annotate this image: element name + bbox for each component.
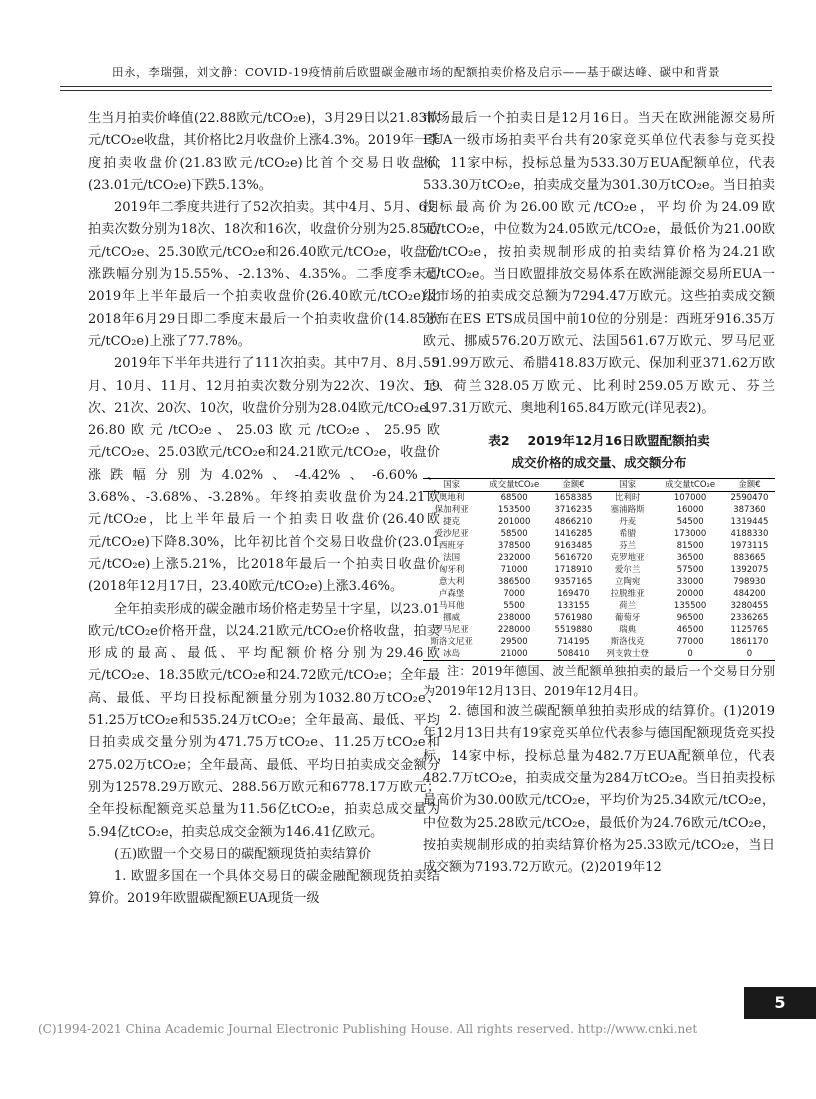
table-cell: 5616720 [554, 553, 593, 564]
table-cell: 西班牙 [438, 541, 465, 552]
table-row [423, 552, 775, 564]
table-cell: 瑞典 [619, 625, 637, 636]
table-cell: 5761980 [554, 613, 593, 624]
table-cell: 133155 [557, 601, 590, 612]
table-cell: 捷克 [443, 517, 461, 528]
table-cell: 173000 [673, 529, 707, 540]
table-cell: 20000 [676, 589, 704, 600]
table-cell: 96500 [676, 613, 704, 624]
table-cell: 斯洛伐克 [610, 637, 645, 648]
table-cell: 46500 [676, 625, 704, 636]
table-cell: 4866210 [554, 517, 593, 528]
table-row [423, 636, 775, 648]
paragraph: 2019年下半年共进行了111次拍卖。其中7月、8月、9月、10月、11月、12月拍卖次数分别为22次、19次、19次、21次、20次、10次，收盘价分别为28.04欧元/tCO₂e、26.80欧元/tCO₂e、25.03欧元/tCO₂e、25.95欧元/tCO₂e、25.03欧元/tCO₂e和24.21欧元/tCO₂e，收盘价涨跌幅分别为4.02%、-4.42%、-6.60%、3.68%、-3.68%、-3.28%。年终拍卖收盘价为24.21欧元/tCO₂e，比上半年最后一个拍卖日收盘价(26.40欧元/tCO₂e)下降8.30%，比年初比首个交易日收盘价(23.01元/tCO₂e)上涨5.21%，比2018年最后一个拍卖日收盘价(2018年12月17日，23.40欧元/tCO₂e)上涨3.46%。 [88, 356, 440, 595]
table-number: 表2 [488, 433, 510, 449]
table-row [423, 576, 775, 588]
table-cell: 16000 [676, 505, 704, 516]
table-cell: 5500 [503, 601, 525, 612]
table-cell: 386500 [497, 577, 531, 588]
paragraph: 2019年二季度共进行了52次拍卖。其中4月、5月、6月拍卖次数分别为18次、18次和16次，收盘价分别为25.85欧元/tCO₂e、25.30欧元/tCO₂e和26.40欧元/tCO₂e，收盘价涨跌幅分别为15.55%、-2.13%、4.35%。二季度季末即2019年上半年最后一个拍卖收盘价(26.40欧元/tCO₂e)比2018年6月29日即二季度末最后一个拍卖收盘价(14.85欧元/tCO₂e)上涨了77.78%。 [88, 200, 440, 349]
table-row [423, 504, 775, 516]
table-title [423, 430, 775, 474]
table-cell: 107000 [673, 493, 707, 504]
table-cell: 378500 [497, 541, 531, 552]
table-cell: 1416285 [554, 529, 593, 540]
table-cell: 68500 [500, 493, 528, 504]
table-cell: 201000 [497, 517, 531, 528]
table-row [423, 492, 775, 505]
table-title-line1: 2019年12月16日欧盟配额拍卖 [527, 433, 710, 449]
table-cell: 1658385 [554, 493, 593, 504]
table-cell: 9357165 [554, 577, 593, 588]
table-cell: 57500 [676, 565, 704, 576]
running-header: 田永，李瑞强，刘文静：COVID-19疫情前后欧盟碳金融市场的配额拍卖价格及启示——基于碳达峰、碳中和背景 [111, 65, 721, 79]
table-row [423, 540, 775, 552]
table-cell: 0 [746, 649, 753, 660]
column-header: 国家 [443, 480, 461, 491]
table-cell: 匈牙利 [438, 565, 465, 576]
table-cell: 1718910 [554, 565, 593, 576]
table-cell: 29500 [500, 637, 528, 648]
section-heading: (五)欧盟一个交易日的碳配额现货拍卖结算价 [114, 846, 372, 862]
table-cell: 169470 [557, 589, 590, 600]
table-cell: 232000 [497, 553, 531, 564]
table-row [423, 588, 775, 600]
table-cell: 斯洛文尼亚 [430, 637, 473, 648]
column-header: 国家 [619, 480, 637, 491]
table-cell: 葡萄牙 [614, 613, 641, 624]
table-cell: 罗马尼亚 [434, 625, 469, 636]
table-cell: 9163485 [554, 541, 593, 552]
table-cell: 1125765 [730, 625, 769, 636]
left-column [88, 108, 440, 911]
table-cell: 21000 [500, 649, 528, 660]
table-cell: 丹麦 [619, 517, 637, 528]
page-number: 5 [744, 987, 816, 1019]
data-table [423, 478, 775, 661]
table-cell: 54500 [676, 517, 704, 528]
table-cell: 塞浦路斯 [610, 505, 645, 516]
table-cell: 1319445 [730, 517, 769, 528]
right-column [423, 108, 775, 880]
table-cell: 意大利 [438, 577, 465, 588]
sub-heading: 1. 欧盟多国在一个具体交易日的碳金融配额现货拍卖结算价。2019年欧盟碳配额EUA现货一级 [88, 869, 440, 907]
table-cell: 238000 [497, 613, 531, 624]
table-cell: 714195 [557, 637, 590, 648]
table-cell: 3716235 [554, 505, 593, 516]
table-cell: 153500 [497, 505, 531, 516]
table-cell: 芬兰 [619, 541, 637, 552]
table-cell: 33000 [676, 577, 704, 588]
table-row [423, 516, 775, 528]
column-header: 金额€ [738, 480, 761, 491]
table-row [423, 600, 775, 612]
table-cell: 387360 [733, 505, 766, 516]
table-cell: 135500 [673, 601, 707, 612]
table-body [423, 492, 775, 661]
table-cell: 5519880 [554, 625, 593, 636]
table-cell: 奥地利 [438, 493, 465, 504]
table-cell: 36500 [676, 553, 704, 564]
table-note: 注：2019年德国、波兰配额单独拍卖的最后一个交易日分别为2019年12月13日、2019年12月4日。 [423, 664, 775, 699]
table-cell: 883665 [733, 553, 766, 564]
paragraph: 市场最后一个拍卖日是12月16日。当天在欧洲能源交易所EUA一级市场拍卖平台共有20家竞买单位代表参与竞买投标，11家中标，投标总量为533.30万EUA配额单位，代表533.30万tCO₂e，拍卖成交量为301.30万tCO₂e。当日拍卖投标最高价为26.00欧元/tCO₂e，平均价为24.09欧元/tCO₂e，中位数为24.05欧元/tCO₂e，最低价为21.00欧元/tCO₂e，按拍卖规制形成的拍卖结算价格为24.21欧元/tCO₂e。当日欧盟排放交易体系在欧洲能源交易所EUA一级市场的拍卖成交总额为7294.47万欧元。这些拍卖成交额分布在ES ETS成员国中前10位的分别是：西班牙916.35万欧元、挪威576.20万欧元、法国561.67万欧元、罗马尼亚551.99万欧元、希腊418.83万欧元、保加利亚371.62万欧元、荷兰328.05万欧元、比利时259.05万欧元、芬兰197.31万欧元、奥地利165.84万欧元(详见表2)。 [423, 111, 775, 416]
table-cell: 比利时 [614, 493, 641, 504]
table-cell: 7000 [503, 589, 525, 600]
table-row [423, 564, 775, 576]
table-cell: 拉脱维亚 [610, 589, 645, 600]
table-cell: 2336265 [730, 613, 769, 624]
table-row [423, 648, 775, 661]
header-rule-top [60, 86, 772, 87]
column-header: 成交量tCO₂e [489, 480, 540, 491]
table-cell: 77000 [676, 637, 704, 648]
table-cell: 爱尔兰 [614, 565, 641, 576]
table-cell: 爱沙尼亚 [434, 529, 469, 540]
table-cell: 保加利亚 [434, 505, 469, 516]
column-header: 金额€ [562, 480, 585, 491]
table-cell: 列支敦士登 [606, 649, 649, 660]
table-cell: 1973115 [730, 541, 769, 552]
table-cell: 3280455 [730, 601, 769, 612]
header-rule-bottom [60, 90, 772, 91]
table-cell: 冰岛 [443, 649, 461, 660]
paragraph: 2. 德国和波兰碳配额单独拍卖形成的结算价。(1)2019年12月13日共有19家竞买单位代表参与德国配额现货竞买投标，14家中标，投标总量为482.7万EUA配额单位，代表482.7万tCO₂e，拍卖成交量为284万tCO₂e。当日拍卖投标最高价为30.00欧元/tCO₂e，平均价为25.34欧元/tCO₂e，中位数为25.28欧元/tCO₂e，最低价为24.76欧元/tCO₂e，按拍卖规制形成的拍卖结算价格为25.33欧元/tCO₂e，当日成交额为7193.72万欧元。(2)2019年12 [423, 704, 775, 876]
table-row [423, 624, 775, 636]
table-cell: 228000 [497, 625, 531, 636]
table-cell: 1392075 [730, 565, 769, 576]
table-cell: 挪威 [443, 613, 461, 624]
table-cell: 立陶宛 [614, 577, 641, 588]
paragraph: 生当月拍卖价峰值(22.88欧元/tCO₂e)，3月29日以21.83欧元/tCO₂e收盘，其价格比2月收盘价上涨4.3%。2019年一季度拍卖收盘价(21.83欧元/tCO₂e)比首个交易日收盘价(23.01元/tCO₂e)下跌5.13%。 [88, 111, 440, 193]
table-cell: 法国 [443, 553, 461, 564]
table-header-row [423, 479, 775, 492]
table-cell: 0 [687, 649, 693, 660]
table-cell: 克罗地亚 [610, 553, 645, 564]
table-row [423, 528, 775, 540]
table-cell: 荷兰 [619, 601, 637, 612]
table-cell: 58500 [500, 529, 528, 540]
table-cell: 2590470 [730, 493, 769, 504]
table-cell: 1861170 [730, 637, 769, 648]
table-cell: 71000 [500, 565, 528, 576]
paragraph: 全年拍卖形成的碳金融市场价格走势呈十字星，以23.01欧元/tCO₂e价格开盘，以24.21欧元/tCO₂e价格收盘，拍卖形成的最高、最低、平均配额价格分别为29.46欧元/tCO₂e、18.35欧元/tCO₂e和24.72欧元/tCO₂e；全年最高、最低、平均日投标配额量分别为1032.80万tCO₂e、51.25万tCO₂e和535.24万tCO₂e；全年最高、最低、平均日拍卖成交量分别为471.75万tCO₂e、11.25万tCO₂e和275.02万tCO₂e；全年最高、最低、平均日拍卖成交金额分别为12578.29万欧元、288.56万欧元和6778.17万欧元；全年投标配额竞买总量为11.56亿tCO₂e，拍卖总成交量为5.94亿tCO₂e，拍卖总成交金额为146.41亿欧元。 [88, 601, 440, 840]
table-title-line2: 成交价格的成交量、成交额分布 [511, 455, 687, 471]
table-cell: 希腊 [619, 529, 637, 540]
copyright-footer: (C)1994-2021 China Academic Journal Electronic Publishing House. All rights reserved. http://www.cnki.net [38, 1022, 698, 1036]
table-cell: 508410 [557, 649, 590, 660]
table-cell: 马耳他 [438, 601, 465, 612]
table-cell: 484200 [733, 589, 766, 600]
table-row [423, 612, 775, 624]
table-cell: 798930 [733, 577, 766, 588]
column-header: 成交量tCO₂e [665, 480, 716, 491]
table-cell: 卢森堡 [438, 589, 465, 600]
table-cell: 81500 [676, 541, 704, 552]
table-cell: 4188330 [730, 529, 769, 540]
